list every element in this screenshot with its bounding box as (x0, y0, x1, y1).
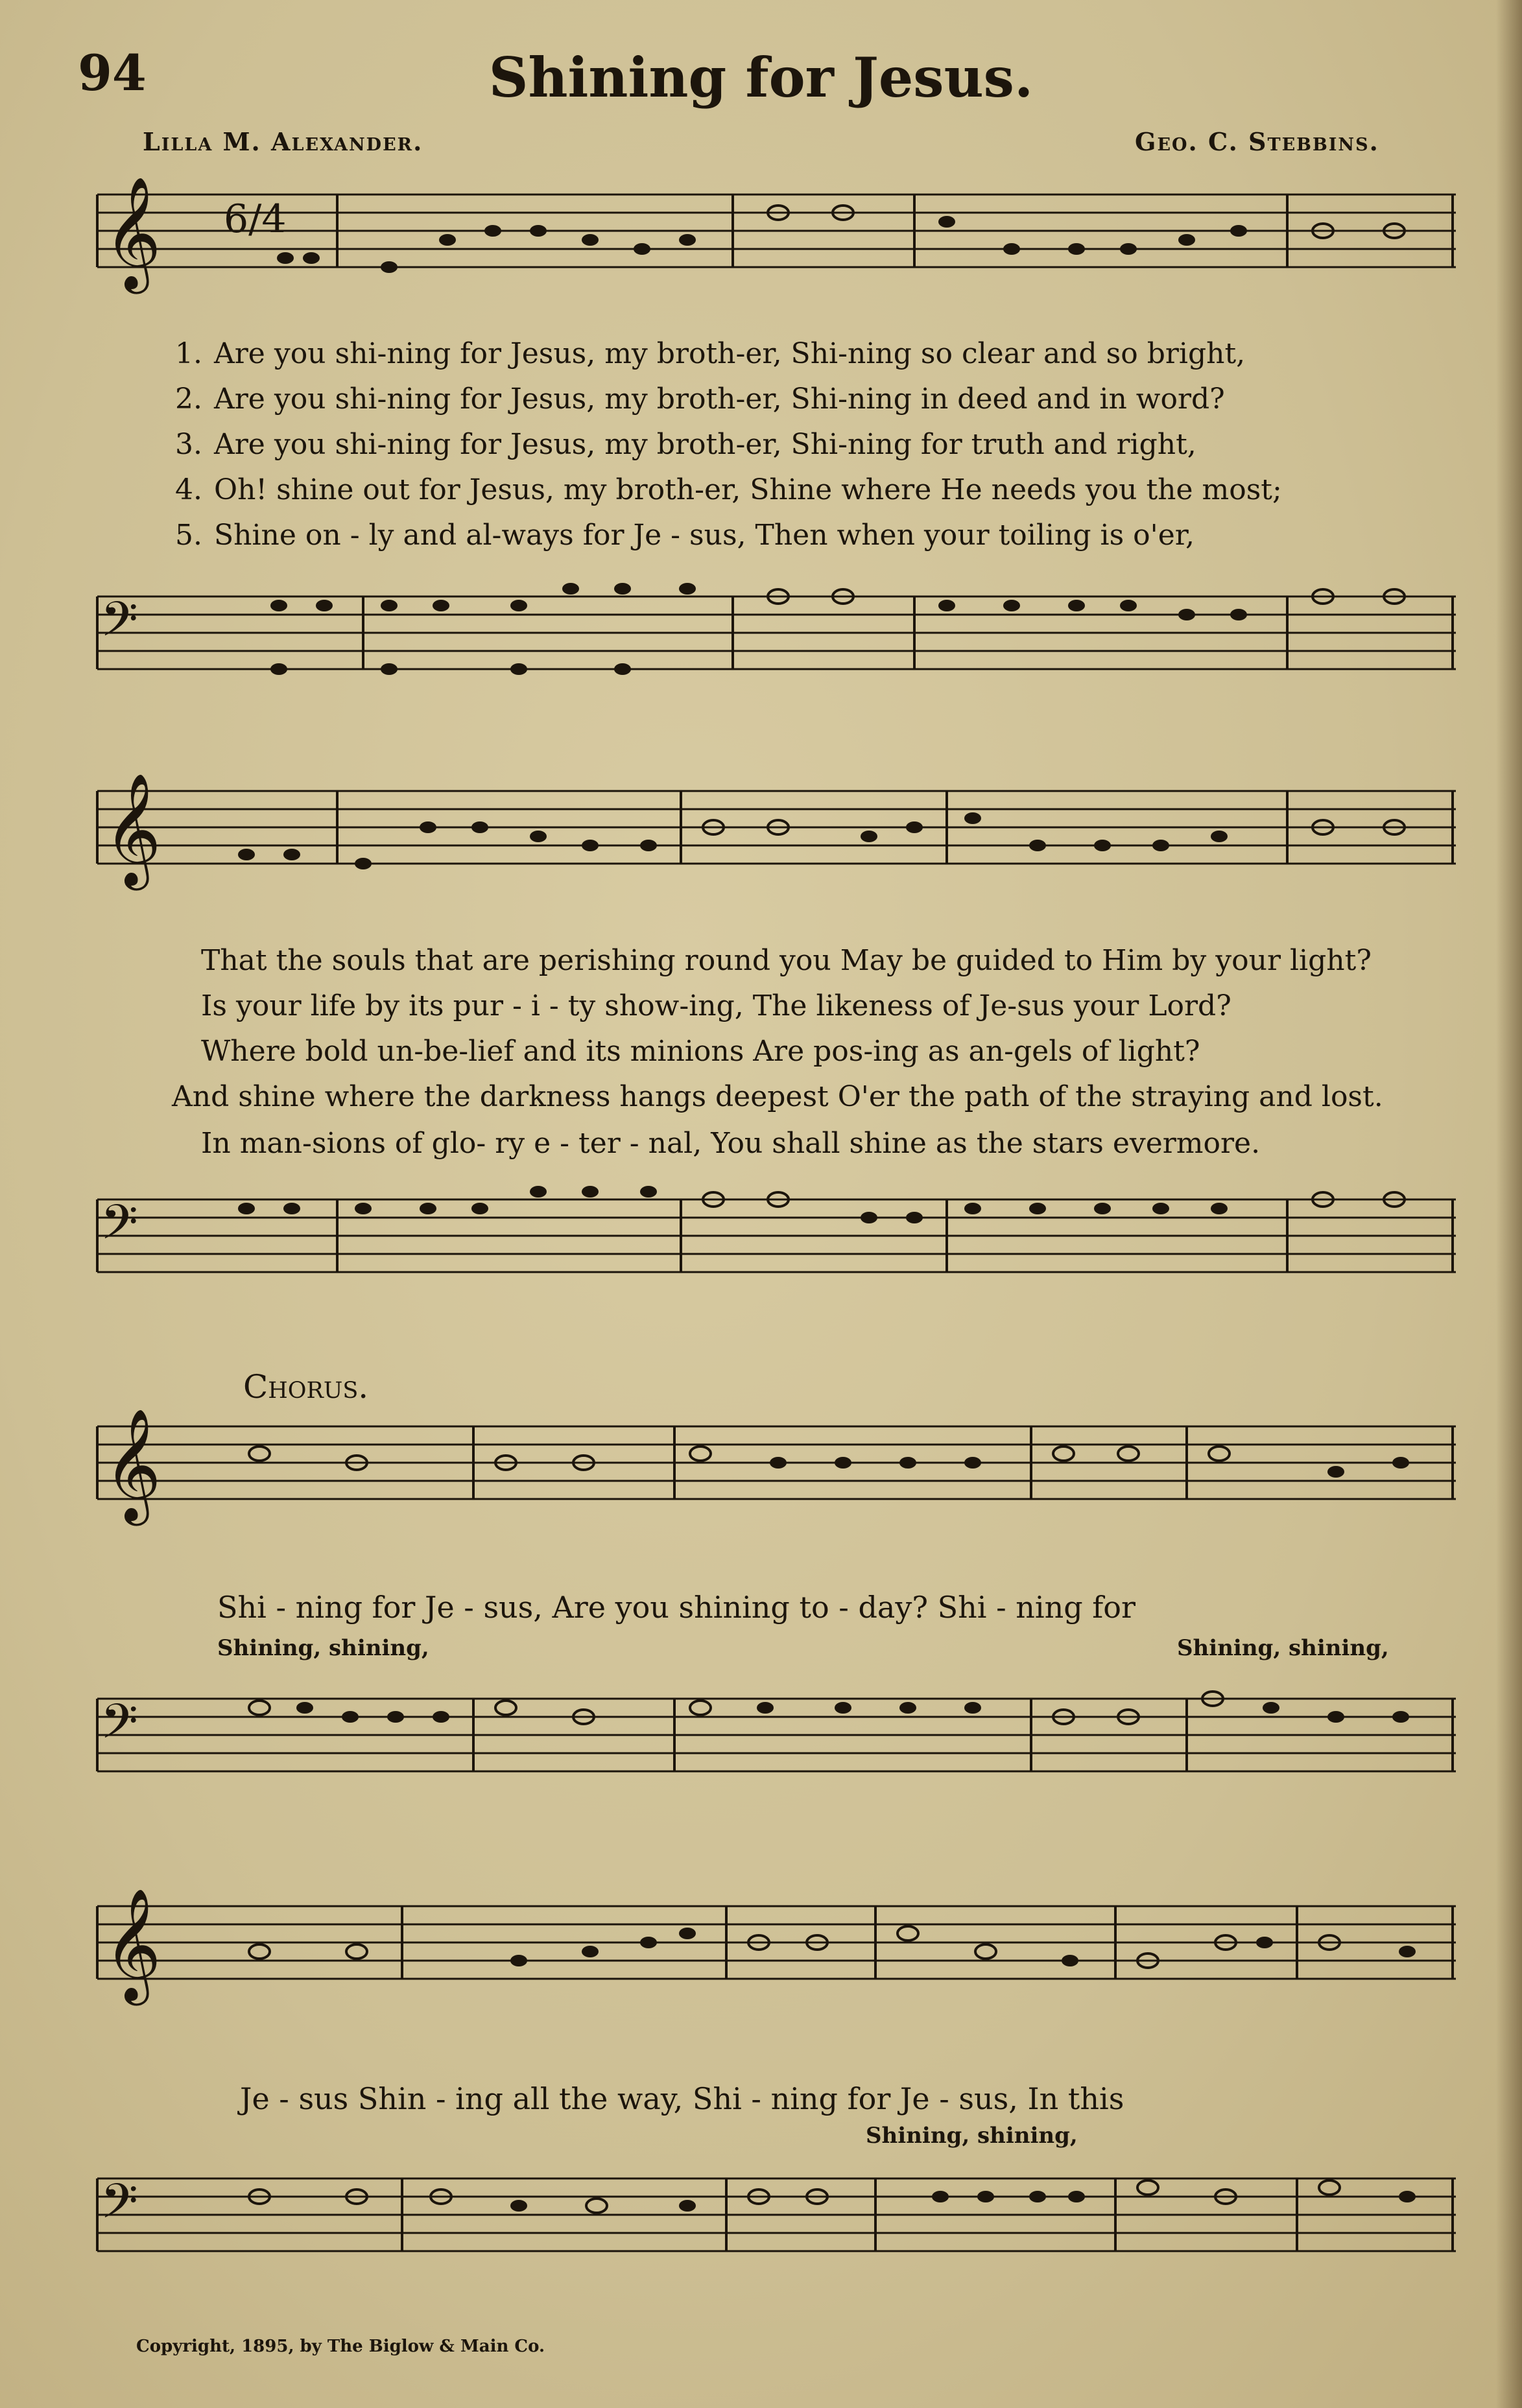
verse2-line-5: In man-sions of glo- ry e - ter - nal, You shall shine as the stars evermore. (201, 1127, 1261, 1160)
bass-clef-icon: 𝄢 (101, 2173, 138, 2241)
staff-system-3-bass (0, 1686, 1522, 1815)
verse2-line-2: Is your life by its pur - i - ty show-ing, The likeness of Je-sus your Lord? (201, 989, 1231, 1022)
staff-system-4-bass (0, 2166, 1522, 2295)
copyright-notice: Copyright, 1895, by The Biglow & Main Co. (136, 2337, 545, 2356)
verse2-line-4: And shine where the darkness hangs deepest O'er the path of the straying and lost. (172, 1080, 1383, 1113)
time-signature: 6/4 (224, 196, 287, 242)
treble-clef-icon: 𝄞 (104, 1408, 161, 1521)
staff-system-4-treble (0, 1888, 1522, 2023)
chorus-label: Chorus. (243, 1368, 369, 1406)
chorus-lyric-2: Je - sus Shin - ing all the way, Shi - ning for Je - sus, In this (240, 2081, 1124, 2116)
hymn-title: Shining for Jesus. (488, 45, 1034, 110)
bass-clef-icon: 𝄢 (101, 591, 138, 659)
treble-clef-icon: 𝄞 (104, 1888, 161, 2001)
page-number: 94 (78, 44, 147, 102)
composer: Geo. C. Stebbins. (1135, 127, 1379, 156)
verse-line-5: 5. Shine on - ly and al-ways for Je - sus, Then when your toiling is o'er, (175, 519, 1195, 552)
staff-system-2-bass (0, 1186, 1522, 1316)
verse2-line-3: Where bold un-be-lief and its minions Are pos-ing as an-gels of light? (201, 1035, 1200, 1068)
verse-line-1: 1. Are you shi-ning for Jesus, my broth-er, Shi-ning so clear and so bright, (175, 337, 1246, 370)
chorus-alto-1-right: Shining, shining, (1177, 1635, 1389, 1661)
staff-system-3-treble (0, 1408, 1522, 1543)
staff-system-1-bass (0, 584, 1522, 713)
verse-line-2: 2. Are you shi-ning for Jesus, my broth-er, Shi-ning in deed and in word? (175, 383, 1225, 416)
chorus-alto-1-left: Shining, shining, (217, 1635, 429, 1661)
treble-clef-icon: 𝄞 (104, 773, 161, 886)
bass-clef-icon: 𝄢 (101, 1194, 138, 1262)
treble-clef-icon: 𝄞 (104, 176, 161, 289)
verse2-line-1: That the souls that are perishing round you May be guided to Him by your light? (201, 944, 1372, 977)
lyricist: Lilla M. Alexander. (143, 127, 423, 156)
bass-clef-icon: 𝄢 (101, 1694, 138, 1762)
staff-system-1-treble (0, 176, 1522, 311)
page-edge-shadow (1496, 0, 1522, 2408)
chorus-alto-2: Shining, shining, (866, 2123, 1078, 2149)
verse-line-3: 3. Are you shi-ning for Jesus, my broth-er, Shi-ning for truth and right, (175, 428, 1196, 461)
verse-line-4: 4. Oh! shine out for Jesus, my broth-er, Shine where He needs you the most; (175, 473, 1282, 506)
staff-system-2-treble (0, 773, 1522, 908)
chorus-lyric-1: Shi - ning for Je - sus, Are you shining to - day? Shi - ning for (217, 1590, 1136, 1625)
